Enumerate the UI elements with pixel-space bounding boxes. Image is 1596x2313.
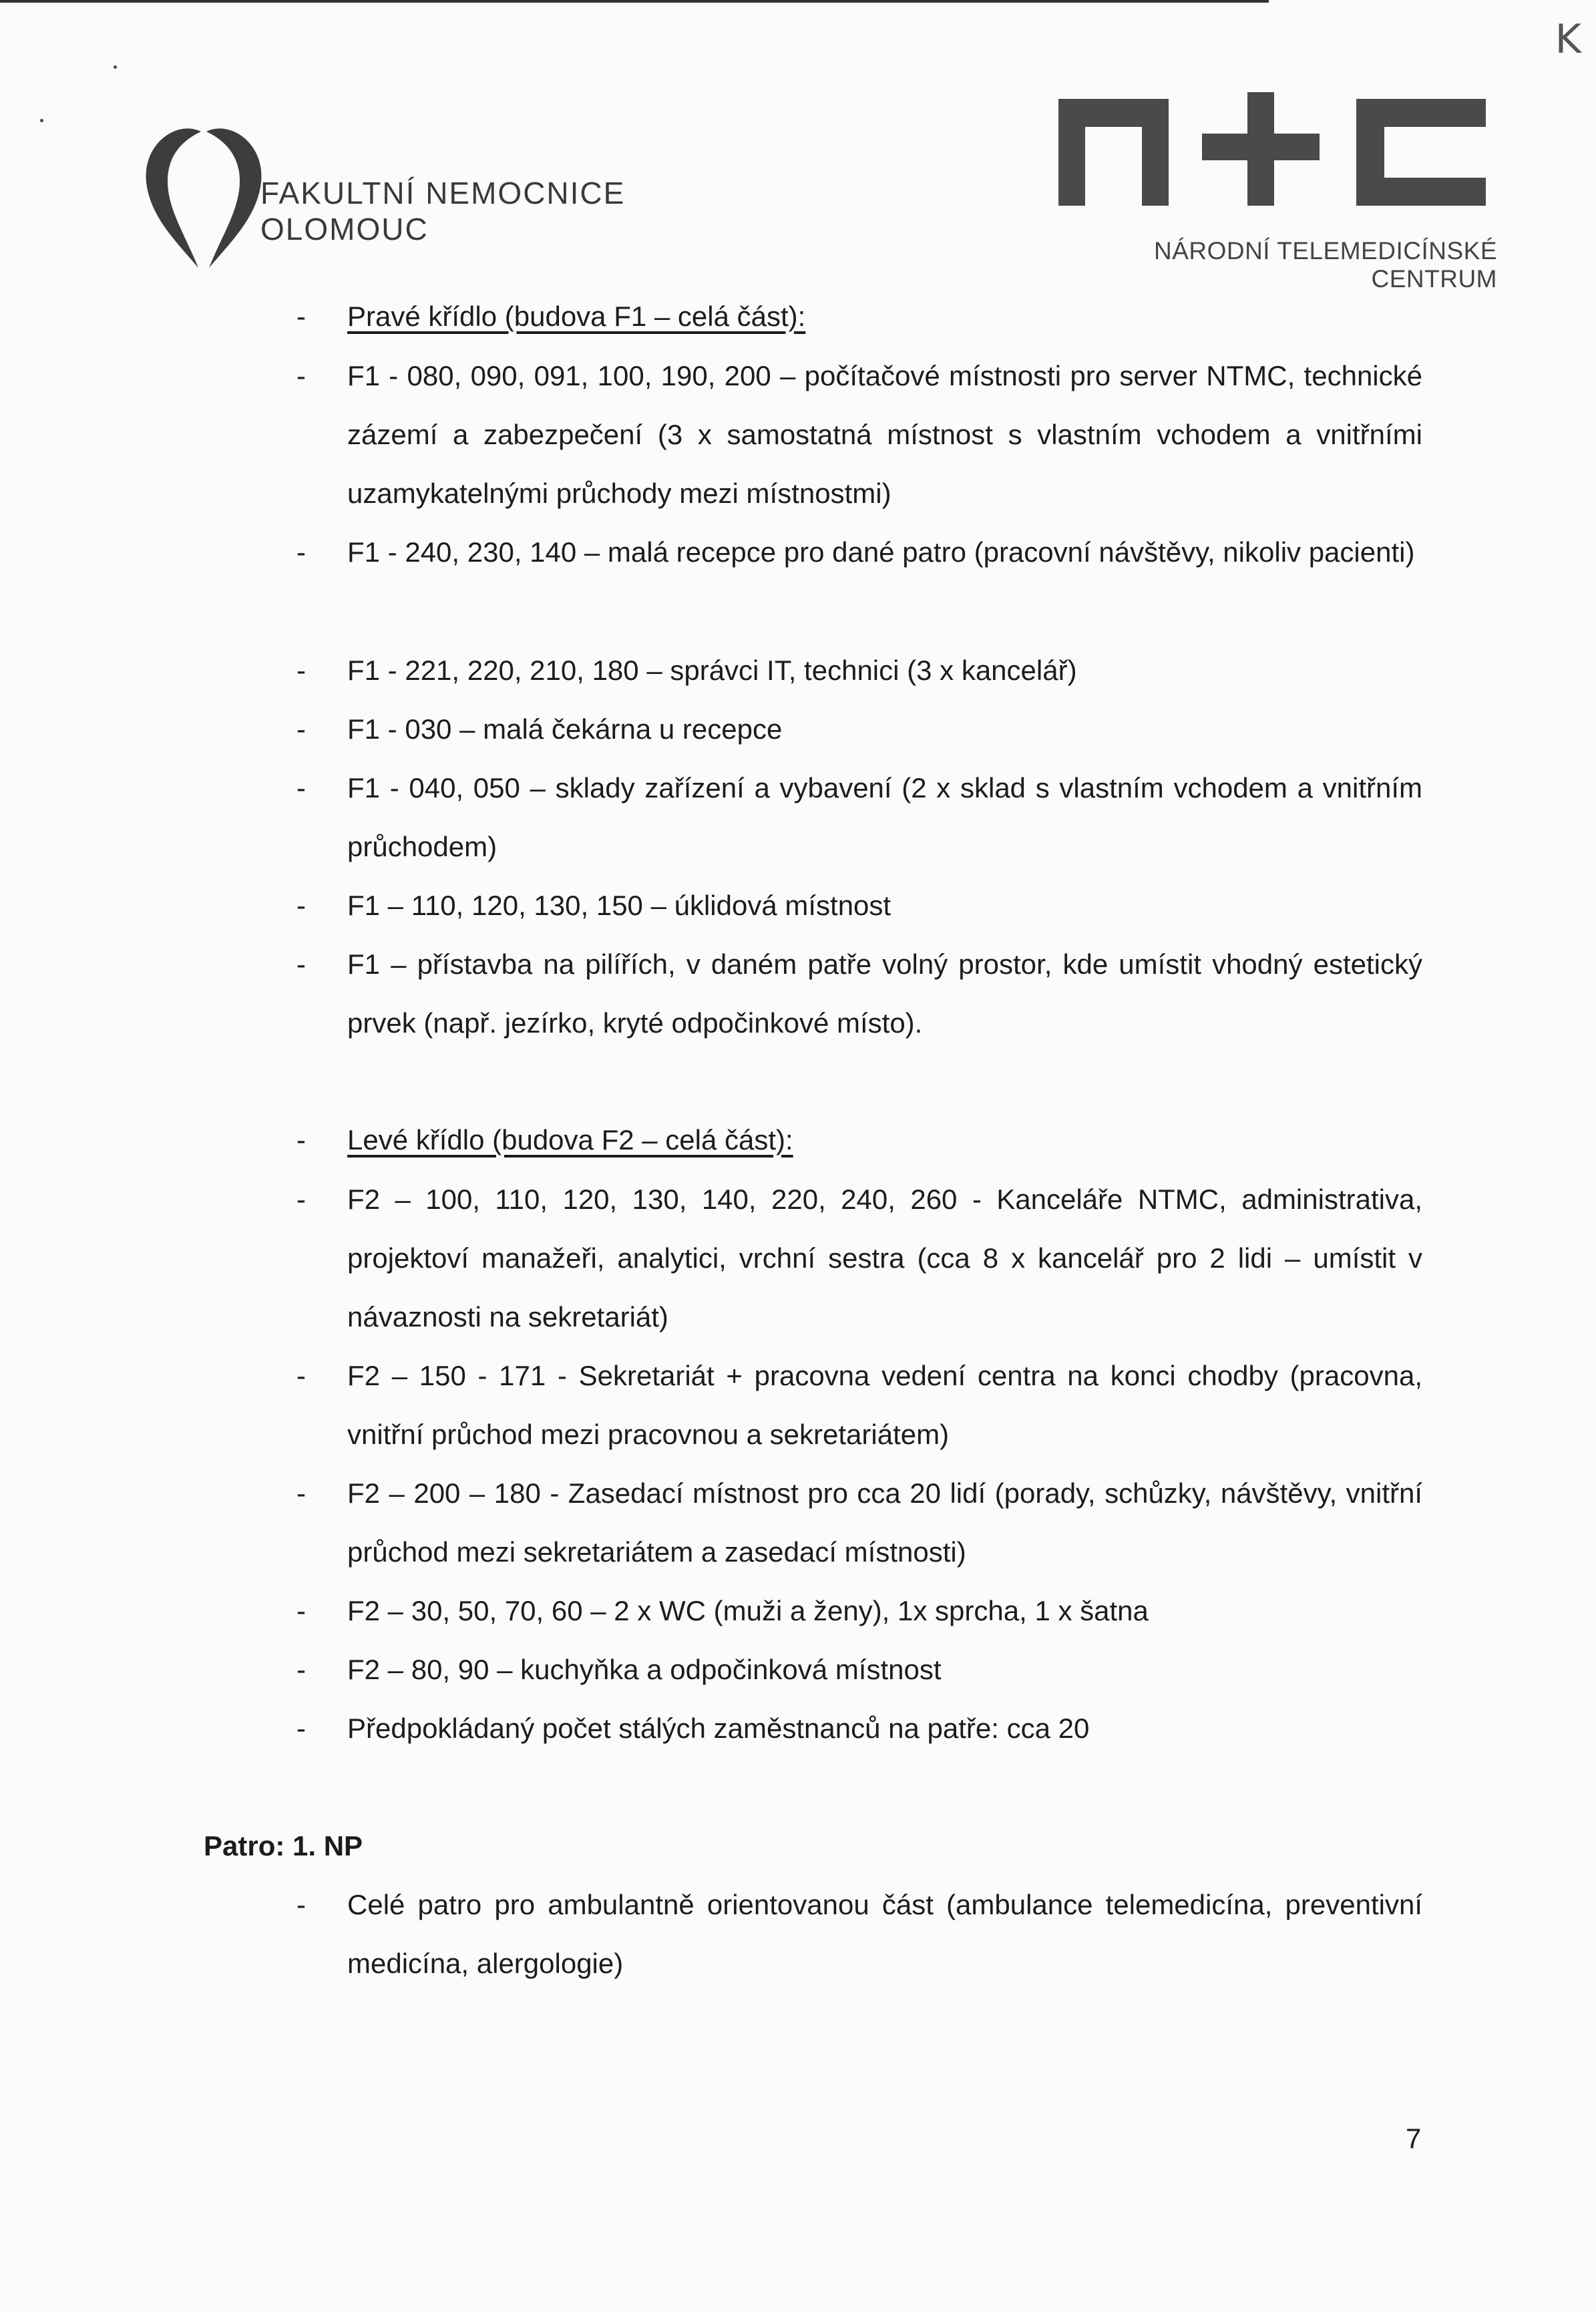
list-item: - F1 – přístavba na pilířích, v daném patře volný prostor, kde umístit vhodný estetický prvek (např. jezírko, kryté odpočinkové místo). — [347, 935, 1422, 1053]
ntc-logo-icon — [1058, 92, 1486, 206]
scan-speck — [114, 65, 117, 69]
fakultni-nemocnice-logo-icon — [137, 117, 270, 271]
handwritten-mark: K — [1555, 16, 1581, 63]
hospital-name — [260, 175, 625, 247]
list-item: - F1 - 040, 050 – sklady zařízení a vybavení (2 x sklad s vlastním vchodem a vnitřním průchodem) — [347, 759, 1422, 876]
list-item: - F2 – 100, 110, 120, 130, 140, 220, 240, 260 - Kanceláře NTMC, administrativa, projektoví manažeři, analytici, vrchní sestra (cca 8 x kancelář pro 2 lidi – umístit v návaznosti na sekretariát) — [347, 1170, 1422, 1347]
list-item: - F1 - 080, 090, 091, 100, 190, 200 – počítačové místnosti pro server NTMC, technické zázemí a zabezpečení (3 x samostatná místnost s vlastním vchodem a vnitřními uzamykatelnými průchody mezi místnostmi) — [347, 347, 1422, 523]
list-item: - Celé patro pro ambulantně orientovanou část (ambulance telemedicína, preventivní medicína, alergologie) — [347, 1876, 1422, 1993]
list-item: - F1 - 221, 220, 210, 180 – správci IT, technici (3 x kancelář) — [347, 641, 1422, 700]
floor-heading: Patro: 1. NP — [204, 1830, 363, 1861]
list-item: - F2 – 150 - 171 - Sekretariát + pracovna vedení centra na konci chodby (pracovna, vnitřní průchod mezi pracovnou a sekretariátem) — [347, 1347, 1422, 1464]
list-item: - F2 – 200 – 180 - Zasedací místnost pro cca 20 lidí (porady, schůzky, návštěvy, vnitřní průchod mezi sekretariátem a zasedací místnosti) — [347, 1464, 1422, 1582]
hospital-name-line2: OLOMOUC — [260, 212, 429, 246]
list-item: - Předpokládaný počet stálých zaměstnanců na patře: cca 20 — [347, 1699, 1422, 1758]
ntc-caption: NÁRODNÍ TELEMEDICÍNSKÉ CENTRUM — [1153, 237, 1497, 293]
list-item: - F2 – 30, 50, 70, 60 – 2 x WC (muži a ženy), 1x sprcha, 1 x šatna — [347, 1582, 1422, 1640]
scan-top-edge — [0, 0, 1269, 3]
list-item: - F1 - 240, 230, 140 – malá recepce pro dané patro (pracovní návštěvy, nikoliv pacienti) — [347, 523, 1422, 582]
scan-speck — [40, 119, 43, 122]
hospital-name-line1: FAKULTNÍ NEMOCNICE — [260, 176, 626, 210]
list-item: - F1 - 030 – malá čekárna u recepce — [347, 700, 1422, 759]
page-number: 7 — [1406, 2123, 1422, 2154]
list-item: - F2 – 80, 90 – kuchyňka a odpočinková místnost — [347, 1640, 1422, 1699]
list-item: - F1 – 110, 120, 130, 150 – úklidová místnost — [347, 876, 1422, 935]
section-f2-title: - Levé křídlo (budova F2 – celá část): — [347, 1111, 1422, 1170]
section-f1-title: - Pravé křídlo (budova F1 – celá část): — [347, 287, 1422, 346]
